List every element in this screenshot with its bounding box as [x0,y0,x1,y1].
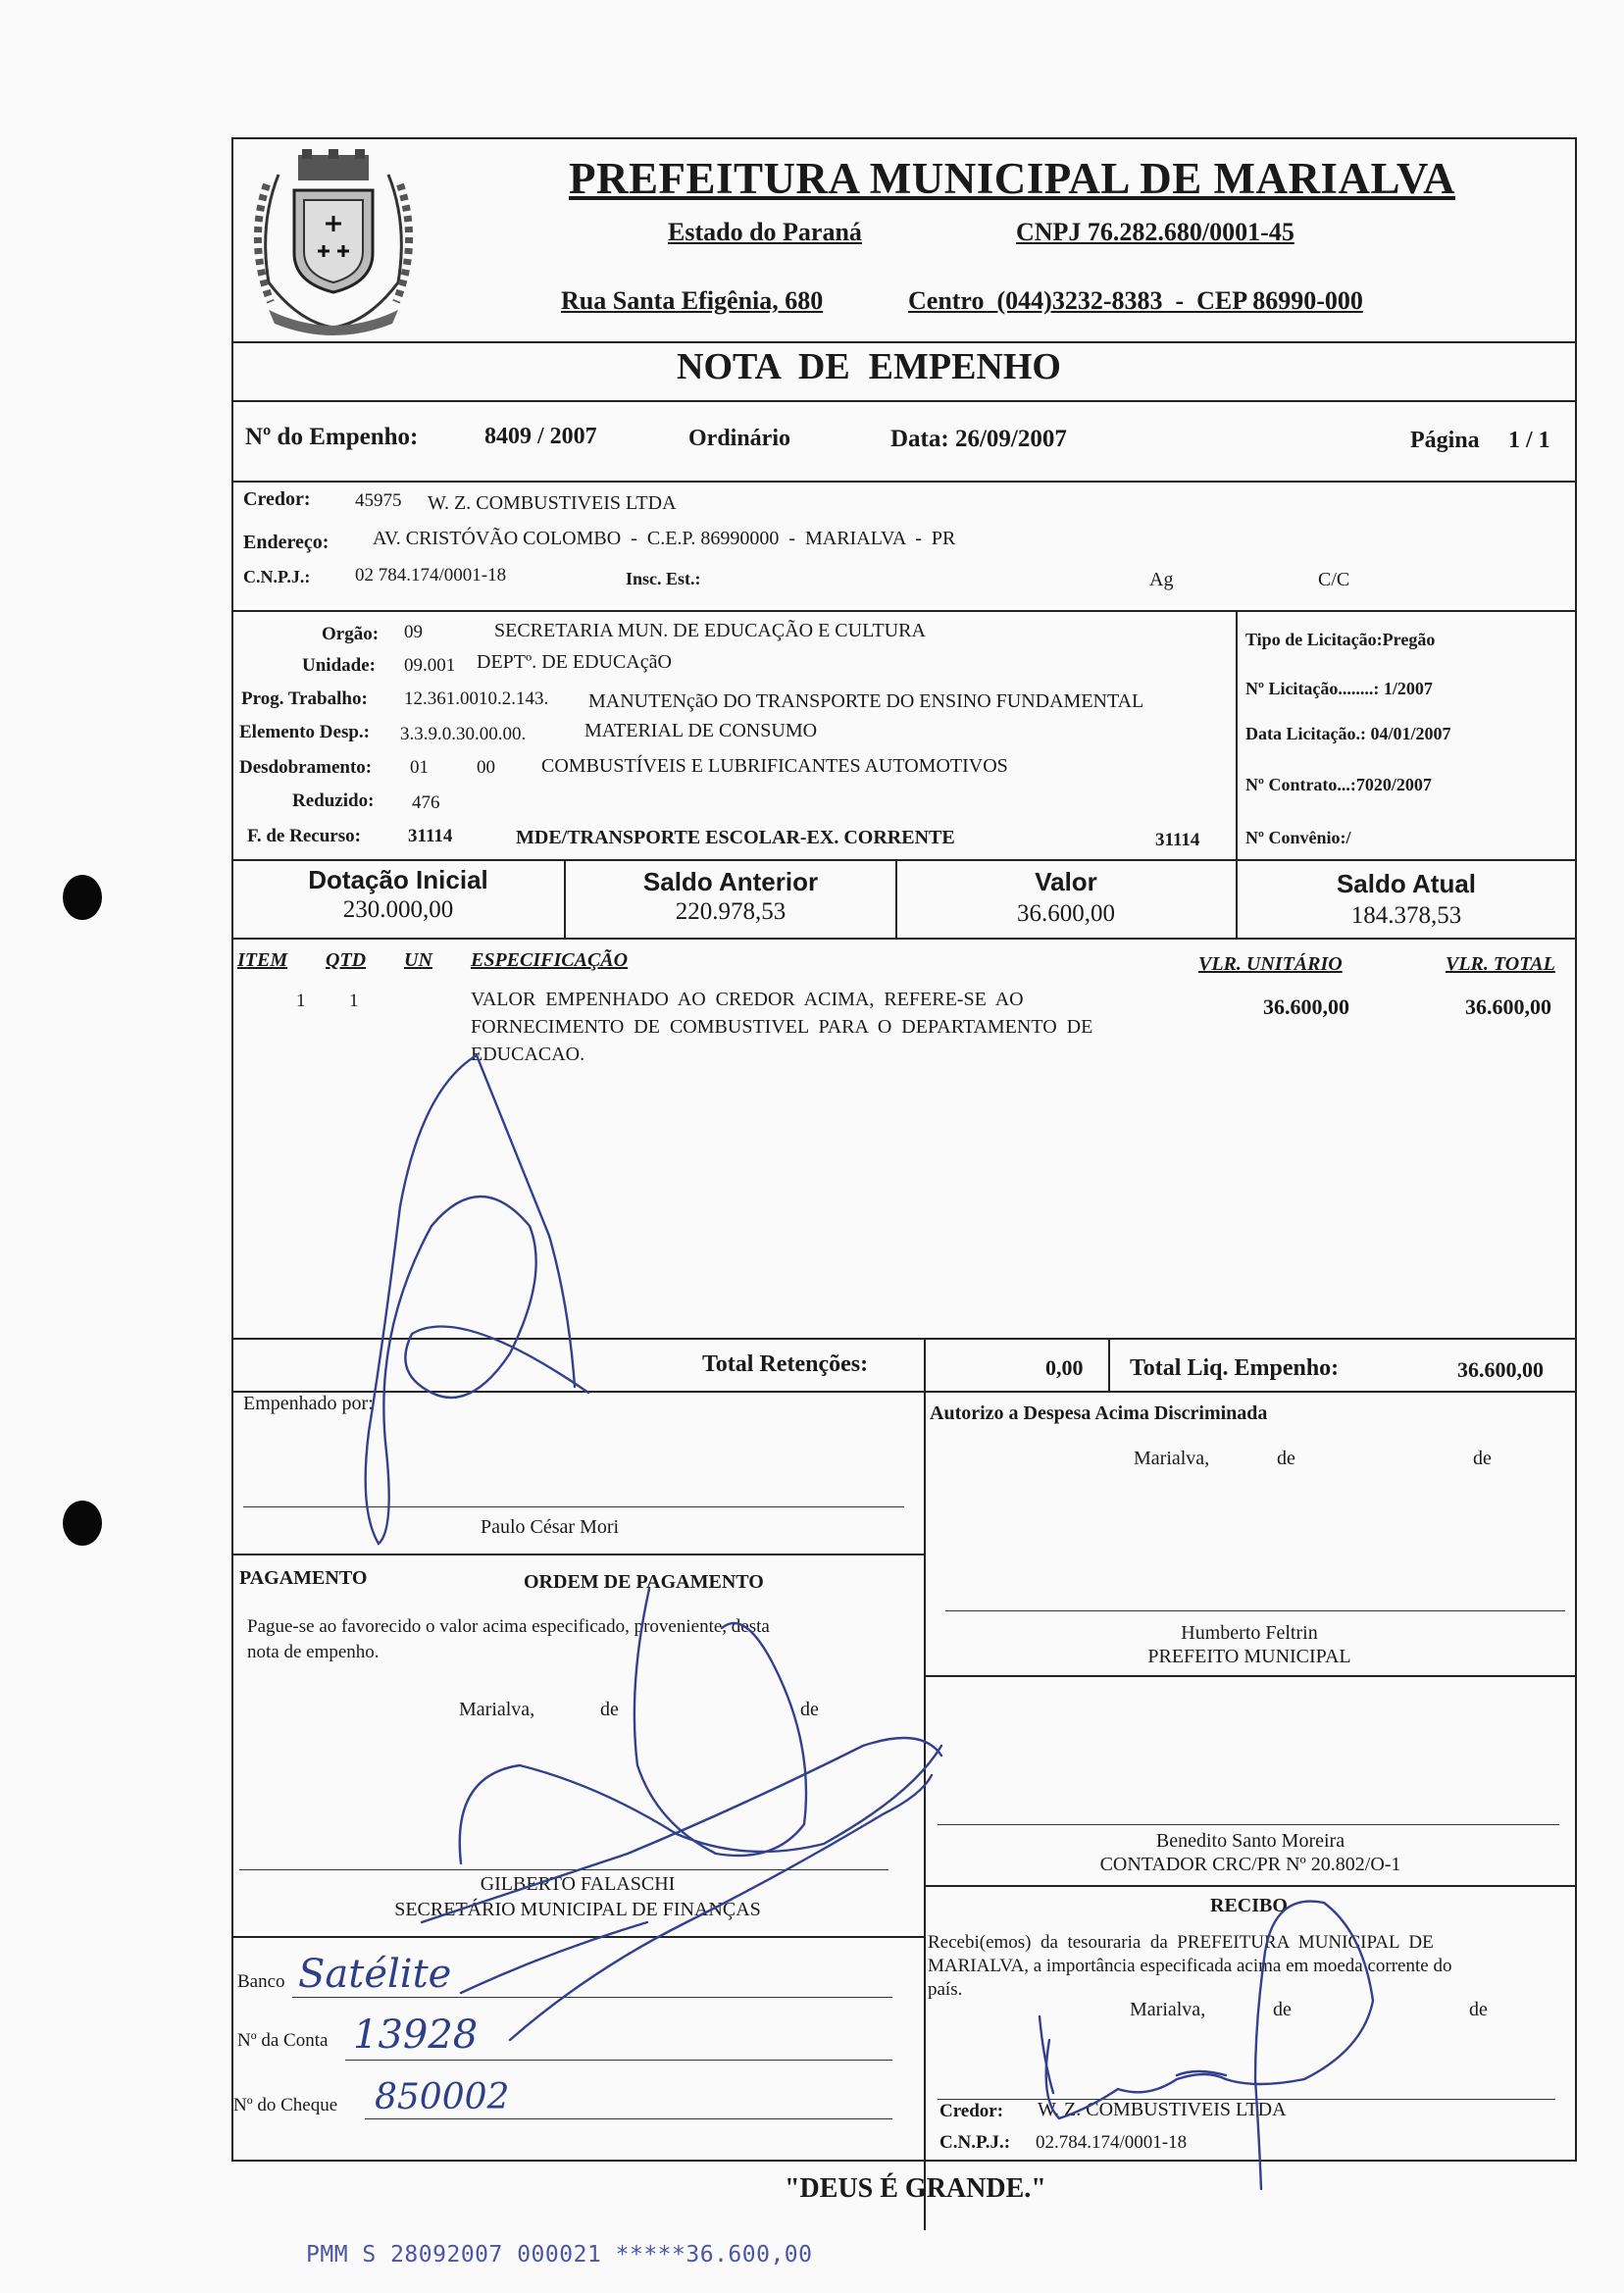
desdobramento-code1: 01 [410,757,429,778]
table-row-unit-value: 36.600,00 [1263,994,1349,1019]
recibo-title: RECIBO [1210,1895,1288,1916]
cnpj-header: CNPJ 76.282.680/0001-45 [1016,218,1294,246]
orgao-code: 09 [404,622,423,642]
divider [1108,1338,1110,1391]
page-label: Página [1410,428,1480,453]
pagamento-text-line-1: Pague-se ao favorecido o valor acima especificado, proveniente, desta [247,1616,770,1637]
divider [924,1675,1577,1677]
pagamento-text-line-2: nota de empenho. [247,1642,380,1662]
saldo-anterior-value: 220.978,53 [675,898,787,925]
contador-name: Benedito Santo Moreira [1155,1830,1345,1852]
data-licitacao: Data Licitação.: 04/01/2007 [1245,724,1451,743]
recurso-label: F. de Recurso: [247,826,361,846]
autorizo-de-1: de [1277,1448,1295,1469]
col-spec-header: ESPECIFICAÇÃO [471,949,629,971]
address-street: Rua Santa Efigênia, 680 [561,286,824,315]
punch-hole-bottom [63,1501,102,1546]
table-row-qtd: 1 [349,991,359,1011]
divider [1236,610,1238,859]
page-number: 1 / 1 [1508,428,1550,453]
divider [231,1338,1577,1340]
recibo-cnpj-label: C.N.P.J.: [939,2132,1011,2153]
banco-handwritten: Satélite [298,1952,452,1997]
recibo-city: Marialva, [1130,1999,1206,2020]
prog-trabalho-label: Prog. Trabalho: [241,688,368,709]
total-retencoes-label: Total Retenções: [702,1351,869,1377]
recibo-credor-label: Credor: [939,2101,1004,2121]
cnpj-value: 02 784.174/0001-18 [355,565,507,586]
recibo-de-2: de [1469,1999,1488,2020]
prog-trabalho-name: MANUTENçãO DO TRANSPORTE DO ENSINO FUNDAMENTAL [588,690,1144,712]
divider [231,1391,1577,1393]
ag-label: Ag [1149,569,1174,590]
divider [231,400,1577,402]
empenho-number: 8409 / 2007 [484,424,597,449]
conta-line [345,2060,892,2061]
divider [231,610,1577,612]
endereco-value: AV. CRISTÓVÃO COLOMBO - C.E.P. 86990000 - MARIALVA - PR [373,528,956,549]
secretario-role: SECRETÁRIO MUNICIPAL DE FINANÇAS [394,1899,761,1920]
municipal-coat-of-arms [239,145,428,337]
prefeitura-title: PREFEITURA MUNICIPAL DE MARIALVA [569,154,1456,203]
elemento-label: Elemento Desp.: [239,722,370,742]
col-un-header: UN [404,949,432,971]
endereco-label: Endereço: [243,532,330,553]
recurso-code: 31114 [408,826,453,846]
recurso-name: MDE/TRANSPORTE ESCOLAR-EX. CORRENTE [516,827,955,848]
cheque-handwritten: 850002 [375,2077,510,2117]
recibo-text-line-3: país. [928,1979,963,2000]
col-qtd-header: QTD [326,949,367,971]
state-name: Estado do Paraná [668,218,862,246]
tipo-licitacao: Tipo de Licitação:Pregão [1245,630,1436,649]
divider [231,341,1577,343]
pagamento-de-1: de [600,1699,619,1720]
prefeito-name: Humberto Feltrin [1181,1622,1318,1644]
saldo-atual-value: 184.378,53 [1350,902,1462,929]
numero-convenio: Nº Convênio:/ [1245,828,1351,847]
divider [231,1936,924,1938]
divider [231,1554,924,1555]
footer-motto: "DEUS É GRANDE." [785,2173,1046,2204]
conta-handwritten: 13928 [353,2013,479,2058]
credor-label: Credor: [243,488,311,510]
desdobramento-name: COMBUSTÍVEIS E LUBRIFICANTES AUTOMOTIVOS [541,755,1008,777]
signature-line [945,1610,1565,1611]
table-row-total-value: 36.600,00 [1465,994,1551,1019]
prefeito-role: PREFEITO MUNICIPAL [1147,1646,1351,1667]
desdobramento-label: Desdobramento: [239,757,373,778]
col-total-header: VLR. TOTAL [1446,953,1555,975]
divider [231,859,1577,861]
signature-line [243,1506,904,1507]
conta-label: Nº da Conta [237,2030,329,2051]
valor-label: Valor [1035,867,1097,896]
prog-trabalho-code: 12.361.0010.2.143. [404,688,549,709]
dotacao-inicial-value: 230.000,00 [342,896,454,923]
cheque-line [365,2118,892,2119]
numero-contrato: Nº Contrato...:7020/2007 [1245,775,1432,794]
table-row-item: 1 [296,991,306,1011]
empenho-number-label: Nº do Empenho: [245,424,419,450]
divider [924,1338,926,2230]
saldo-atual-label: Saldo Atual [1336,869,1477,898]
cheque-label: Nº do Cheque [233,2095,338,2115]
autorizo-de-2: de [1473,1448,1492,1469]
empenhado-por-label: Empenhado por: [243,1393,374,1414]
reduzido-value: 476 [412,792,440,813]
insc-est-label: Insc. Est.: [626,569,701,588]
recibo-credor-name: W. Z. COMBUSTIVEIS LTDA [1038,2099,1287,2120]
document-title: NOTA DE EMPENHO [677,346,1061,387]
recurso-code-2: 31114 [1155,830,1200,850]
divider [231,938,1577,940]
table-row-spec-line-2: FORNECIMENTO DE COMBUSTIVEL PARA O DEPARTAMENTO DE [471,1016,1093,1038]
divider [924,1885,1577,1887]
table-row-spec-line-1: VALOR EMPENHADO AO CREDOR ACIMA, REFERE-SE AO [471,989,1024,1010]
empenho-date: Data: 26/09/2007 [890,426,1067,452]
unidade-name: DEPTº. DE EDUCAçãO [477,651,672,673]
divider [231,481,1577,483]
numero-licitacao: Nº Licitação........: 1/2007 [1245,679,1433,698]
signature-line [239,1869,888,1870]
reduzido-label: Reduzido: [292,790,375,811]
saldo-anterior-label: Saldo Anterior [642,867,819,896]
pagamento-label: PAGAMENTO [239,1567,368,1589]
pagamento-de-2: de [800,1699,819,1720]
banco-label: Banco [237,1971,285,1992]
unidade-label: Unidade: [302,655,376,676]
unidade-code: 09.001 [404,655,456,676]
col-item-header: ITEM [237,949,288,971]
elemento-name: MATERIAL DE CONSUMO [584,720,818,741]
valor-value: 36.600,00 [1017,900,1115,927]
recibo-text-line-2: MARIALVA, a importância especificada acima em moeda corrente do [928,1956,1452,1976]
elemento-code: 3.3.9.0.30.00.00. [400,724,527,744]
autorizo-title: Autorizo a Despesa Acima Discriminada [930,1402,1268,1424]
autorizo-city: Marialva, [1134,1448,1210,1469]
address-contact: Centro (044)3232-8383 - CEP 86990-000 [908,286,1363,315]
desdobramento-code2: 00 [477,757,495,778]
col-unit-header: VLR. UNITÁRIO [1198,953,1343,975]
credor-code: 45975 [355,490,402,511]
banco-line [292,1997,892,1998]
empenho-type: Ordinário [688,426,791,451]
orgao-label: Orgão: [322,624,380,644]
total-liquido-label: Total Liq. Empenho: [1130,1355,1340,1381]
recibo-de-1: de [1273,1999,1292,2020]
dotacao-inicial-label: Dotação Inicial [308,865,488,894]
ordem-pagamento-title: ORDEM DE PAGAMENTO [524,1571,764,1593]
total-liquido-value: 36.600,00 [1457,1357,1544,1382]
recibo-text-line-1: Recebi(emos) da tesouraria da PREFEITURA MUNICIPAL DE [928,1932,1434,1953]
cc-label: C/C [1318,569,1350,590]
recibo-cnpj-value: 02.784.174/0001-18 [1036,2132,1188,2153]
pagamento-city: Marialva, [459,1699,535,1720]
signature-line [938,1824,1559,1825]
credor-name: W. Z. COMBUSTIVEIS LTDA [428,492,677,514]
contador-role: CONTADOR CRC/PR Nº 20.802/O-1 [1099,1854,1401,1875]
secretario-name: GILBERTO FALASCHI [480,1873,676,1895]
cnpj-label: C.N.P.J.: [243,567,311,586]
payment-stamp: PMM S 28092007 000021 *****36.600,00 [306,2242,813,2268]
orgao-name: SECRETARIA MUN. DE EDUCAÇÃO E CULTURA [494,620,926,641]
total-retencoes-value: 0,00 [1045,1355,1084,1380]
empenhado-por-name: Paulo César Mori [481,1516,620,1538]
punch-hole-top [63,875,102,920]
table-row-spec-line-3: EDUCACAO. [471,1044,585,1065]
